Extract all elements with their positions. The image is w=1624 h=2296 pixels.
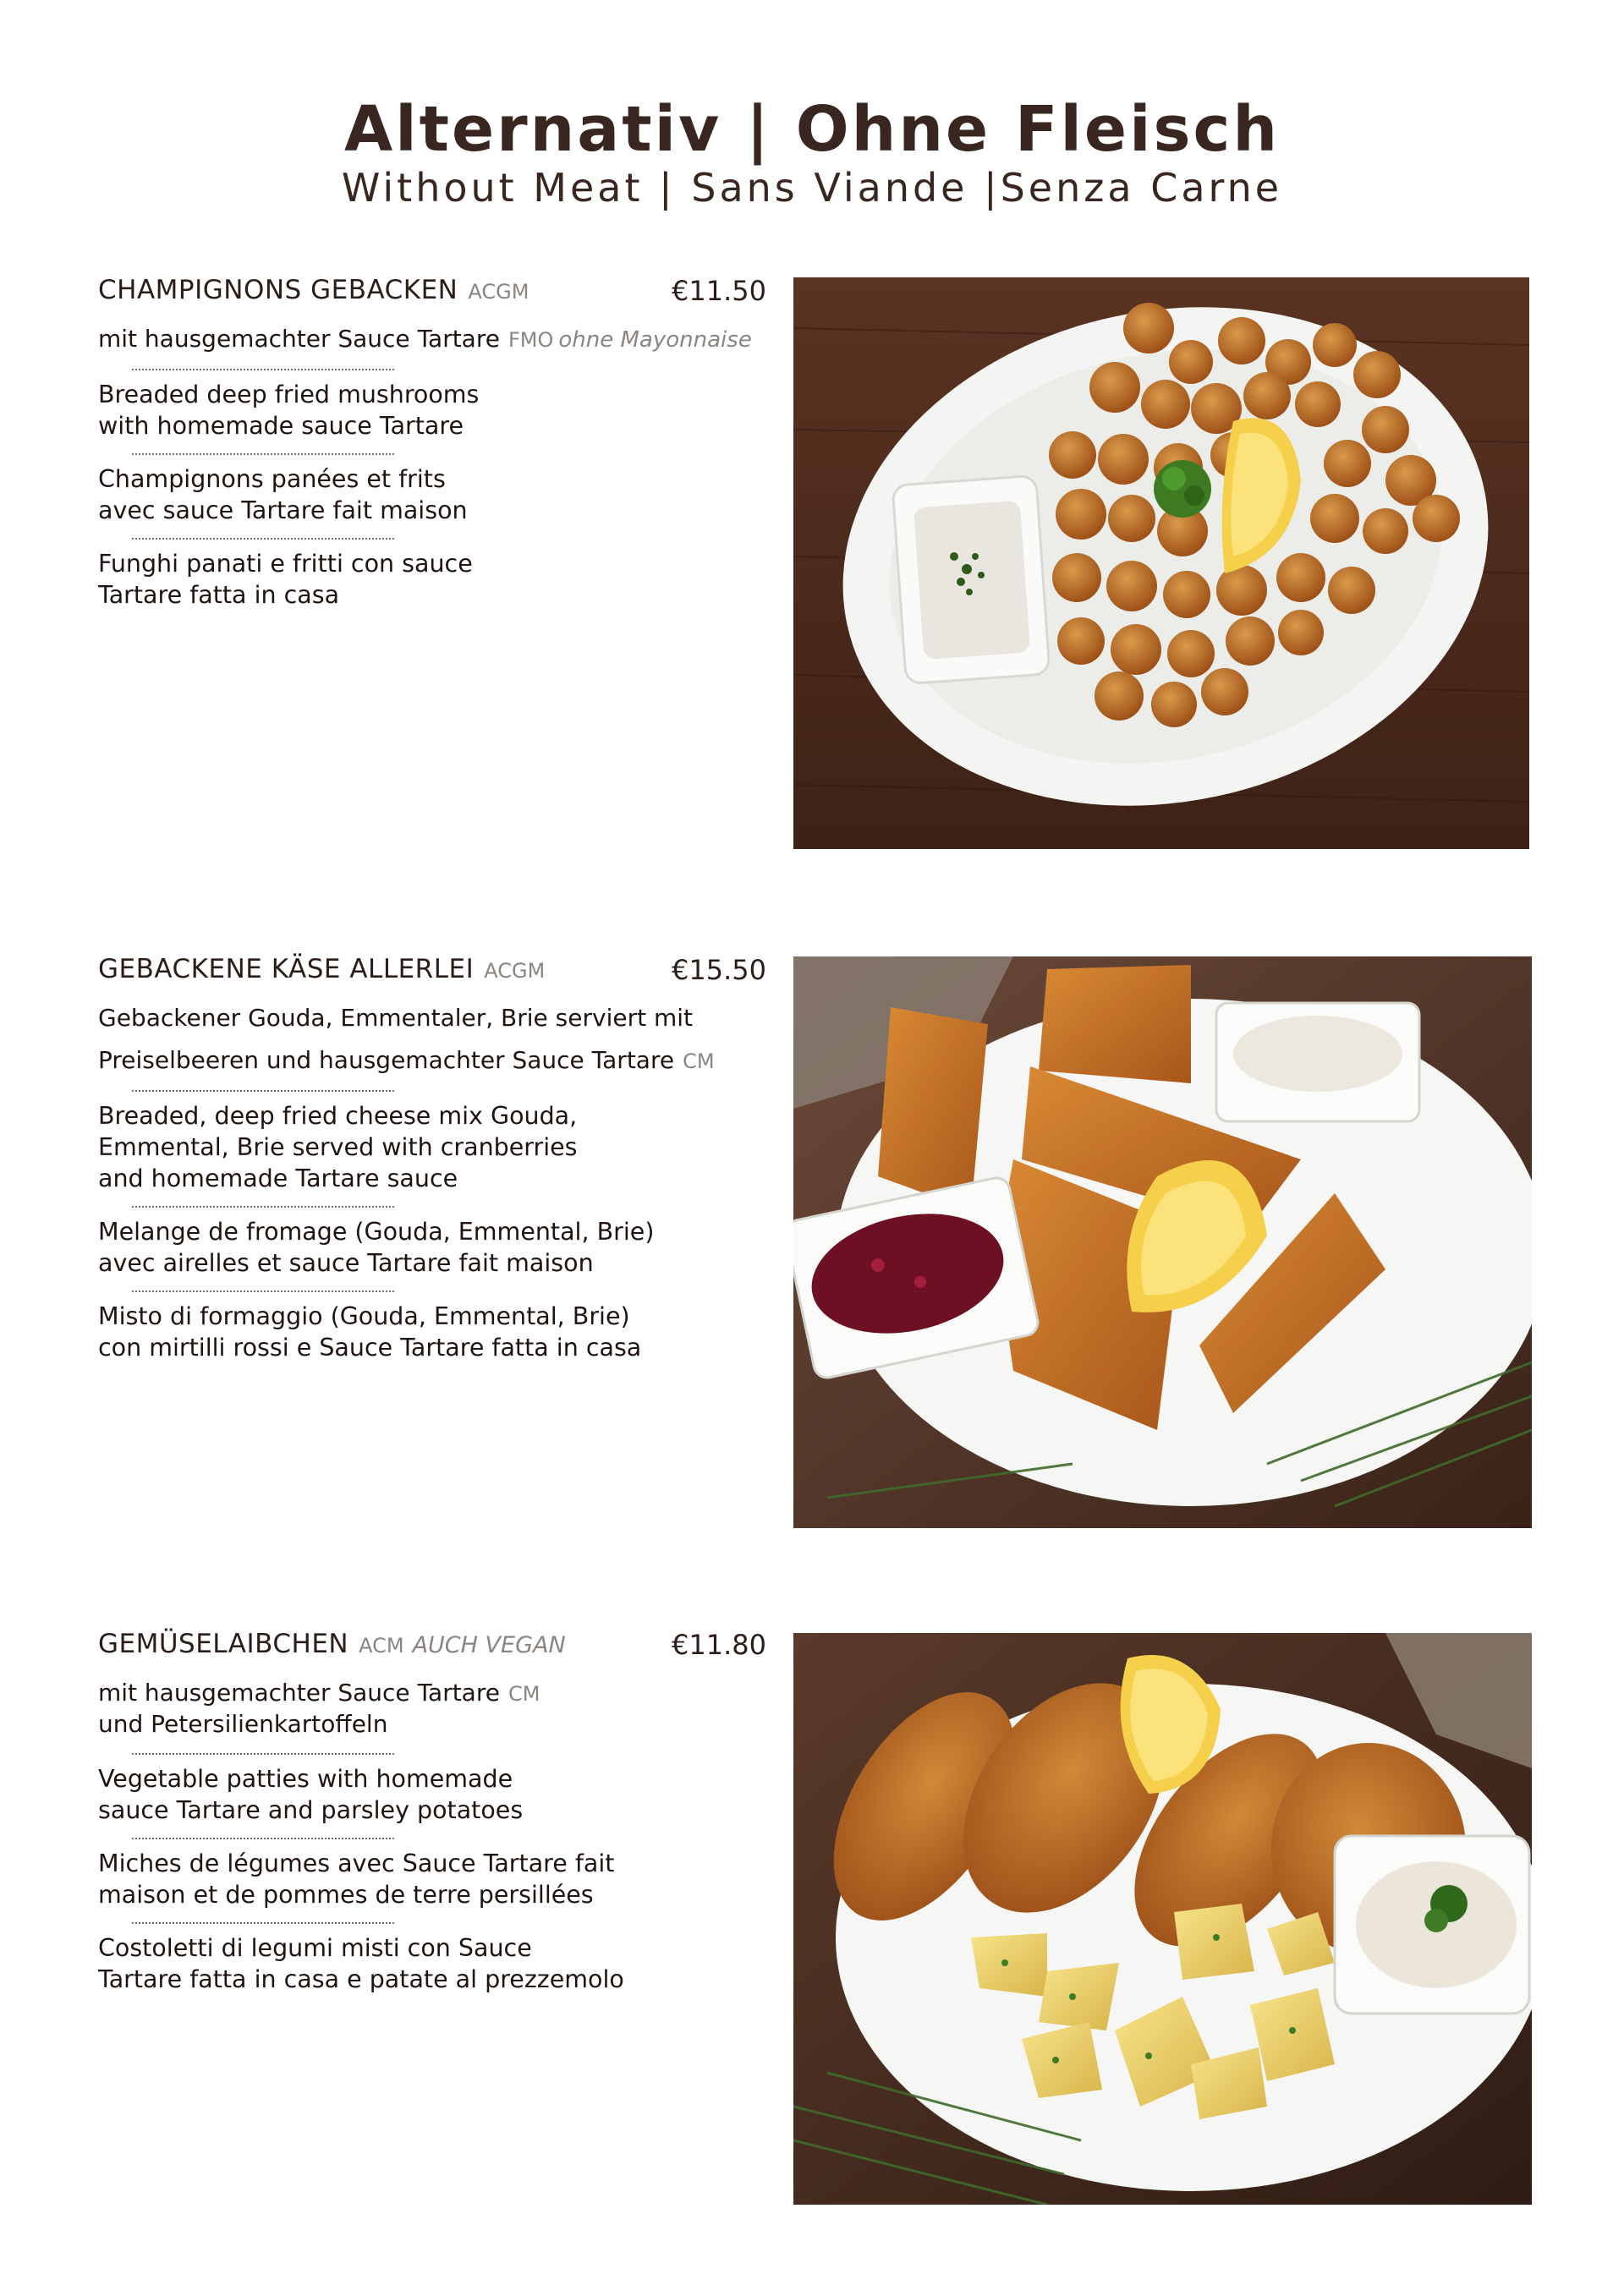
translation-italian: Misto di formaggio (Gouda, Emmental, Brie) con mirtilli rossi e Sauce Tartare fatta in casa	[98, 1302, 642, 1362]
dish-gemueselaibchen	[98, 1629, 766, 1995]
dish-photo-vegetable-patties	[793, 1633, 1532, 2205]
description-line-2: Preiselbeeren und hausgemachter Sauce Tartare	[98, 1046, 675, 1074]
translation-italian: Funghi panati e fritti con sauce Tartare fatta in casa	[98, 550, 473, 609]
dish-photo-cheese	[793, 956, 1532, 1528]
description-german	[98, 322, 766, 357]
description-line-2-wrap	[98, 1044, 766, 1078]
translation-english: Breaded, deep fried cheese mix Gouda, Emmental, Brie served with cranberries and homemade Tartare sauce	[98, 1102, 578, 1192]
dotted-separator	[132, 1838, 394, 1839]
dotted-separator	[132, 453, 394, 455]
dish-header	[98, 275, 766, 317]
page-subtitle: Without Meat | Sans Viande |Senza Carne	[341, 165, 1283, 211]
dish-name: GEMÜSELAIBCHEN	[98, 1629, 349, 1659]
allergen-note: FMO	[508, 328, 554, 352]
dotted-separator	[132, 1753, 394, 1755]
translation-italian: Costoletti di legumi misti con Sauce Tartare fatta in casa e patate al prezzemolo	[98, 1934, 624, 1993]
dish-champignons	[98, 275, 766, 611]
description-german	[98, 1001, 766, 1078]
dotted-separator	[132, 538, 394, 540]
translation-french: Melange de fromage (Gouda, Emmental, Brie) avec airelles et sauce Tartare fait maison	[98, 1218, 655, 1277]
dish-kaese-allerlei	[98, 954, 766, 1363]
description-line-1: mit hausgemachter Sauce Tartare	[98, 1679, 500, 1707]
dotted-separator	[132, 1090, 394, 1092]
dish-photo-mushrooms	[793, 277, 1529, 849]
description-german	[98, 1676, 766, 1741]
dish-name: CHAMPIGNONS GEBACKEN	[98, 275, 458, 305]
allergen-codes: ACGM	[468, 280, 529, 304]
dotted-separator	[132, 369, 394, 370]
mayonnaise-note: ohne Mayonnaise	[558, 327, 752, 353]
translation-french: Champignons panées et frits avec sauce Tartare fait maison	[98, 465, 468, 524]
vegan-note: AUCH VEGAN	[412, 1632, 566, 1658]
dish-price: €15.50	[672, 954, 766, 986]
translation-english: Breaded deep fried mushrooms with homemade sauce Tartare	[98, 381, 480, 440]
dotted-separator	[132, 1290, 394, 1292]
description-line-1: Gebackener Gouda, Emmentaler, Brie serviert mit	[98, 1004, 694, 1032]
dotted-separator	[132, 1922, 394, 1924]
description-line-2: und Petersilienkartoffeln	[98, 1710, 388, 1738]
dish-price: €11.50	[672, 275, 766, 307]
dish-header	[98, 954, 766, 996]
dish-price: €11.80	[672, 1629, 766, 1661]
dish-name: GEBACKENE KÄSE ALLERLEI	[98, 954, 475, 984]
allergen-codes: ACGM	[484, 959, 546, 983]
translation-french: Miches de légumes avec Sauce Tartare fait maison et de pommes de terre persillées	[98, 1849, 615, 1909]
allergen-note: CM	[683, 1049, 715, 1073]
page-title: Alternativ | Ohne Fleisch	[343, 93, 1281, 166]
translation-english: Vegetable patties with homemade sauce Tartare and parsley potatoes	[98, 1765, 524, 1824]
allergen-note: CM	[508, 1682, 540, 1706]
allergen-codes: ACM	[359, 1634, 404, 1658]
dotted-separator	[132, 1206, 394, 1208]
dish-header	[98, 1629, 766, 1671]
description-text: mit hausgemachter Sauce Tartare	[98, 325, 500, 353]
